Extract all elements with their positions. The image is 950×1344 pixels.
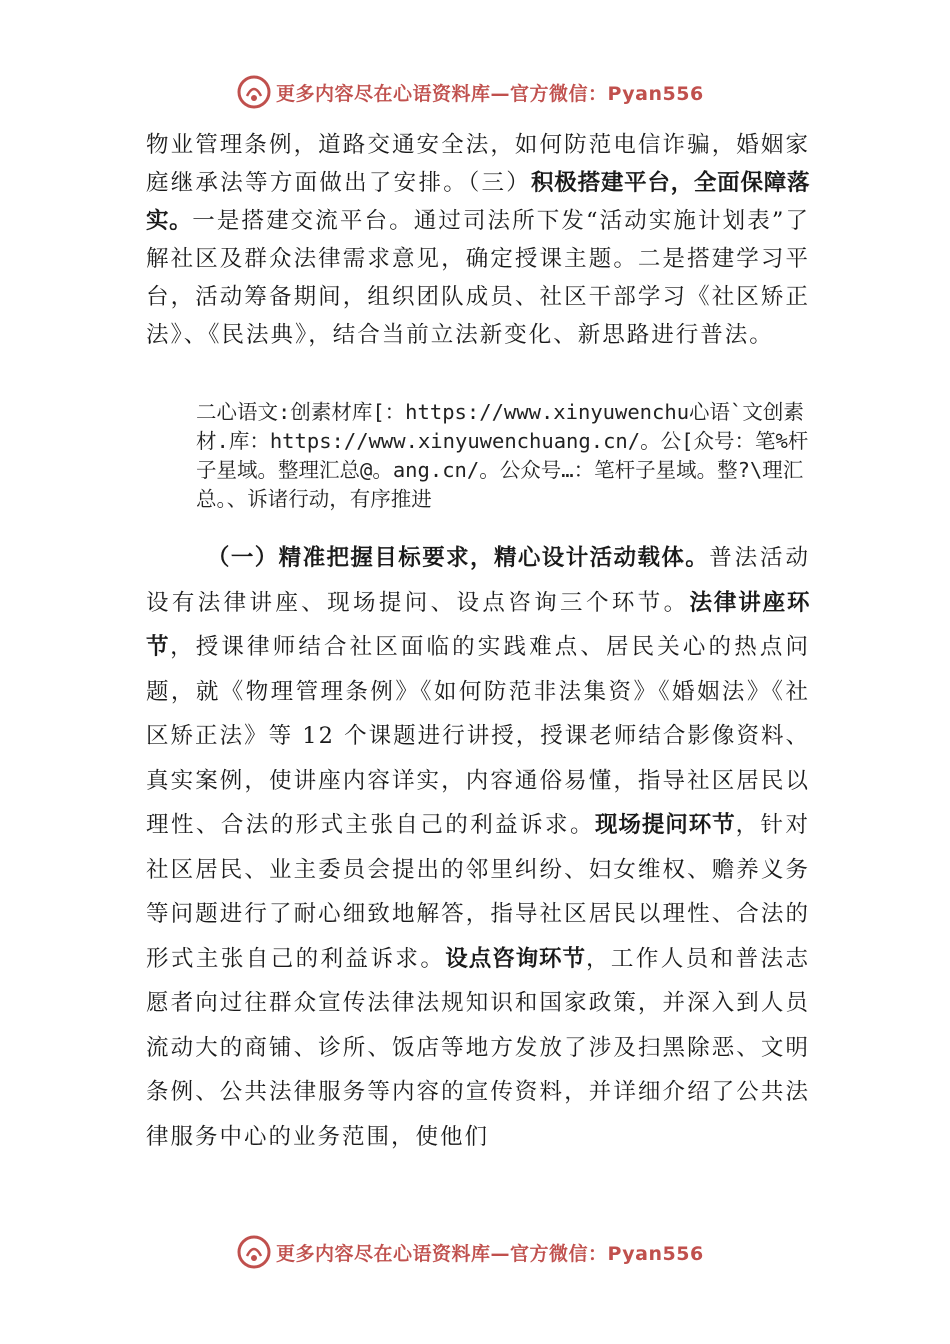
paragraph-activities bbox=[146, 536, 810, 1159]
footer-watermark-text: 更多内容尽在心语资料库—官方微信：Pyan556 bbox=[276, 1242, 704, 1265]
bold-term-consult: 设点咨询环节 bbox=[445, 945, 586, 972]
header-watermark bbox=[236, 72, 704, 112]
paragraph-text: ，工作人员和普法志愿者向过往群众宣传法律法规知识和国家政策，并深入到人员流动大的商铺、诊所、饭店等地方发放了涉及扫黑除恶、文明条例、公共法律服务等内容的宣传资料，并详细介绍了公共法律服务中心的业务范围，使他们 bbox=[146, 945, 810, 1150]
paragraph-text: 一是搭建交流平台。通过司法所下发“活动实施计划表”了解社区及群众法律需求意见，确定授课主题。二是搭建学习平台，活动筹备期间，组织团队成员、社区干部学习《社区矫正法》、《民法典》，结合当前立法新变化、新思路进行普法。 bbox=[146, 208, 810, 348]
section-heading: （一）精准把握目标要求，精心设计活动载体。 bbox=[206, 545, 710, 571]
header-watermark-text: 更多内容尽在心语资料库—官方微信：Pyan556 bbox=[276, 82, 704, 105]
brand-logo-icon bbox=[236, 1234, 272, 1270]
paragraph-platform bbox=[146, 126, 810, 354]
bold-heading: 积极搭建平台，全面保障落实。 bbox=[146, 170, 810, 234]
bold-term-lecture: 法律讲座环节 bbox=[146, 589, 810, 660]
paragraph-text: ，授课律师结合社区面临的实践难点、居民关心的热点问题，就《物理管理条例》《如何防范非法集资》《婚姻法》《社区矫正法》等 12 个课题进行讲授，授课老师结合影像资料、真实案例，使讲座内容详实，内容通俗易懂，指导社区居民以理性、合法的形式主张自己的利益诉求。 bbox=[146, 634, 810, 838]
brand-logo-icon bbox=[236, 74, 272, 110]
footer-watermark bbox=[236, 1232, 704, 1272]
garbled-watermark-block: 二心语文:创素材库[：https://www.xinyuwenchu心语`文创素材.库：https://www.xinyuwenchuang.cn/。公[众号：笔%杆子星域。整理汇总@。ang.cn/。公众号…：笔杆子星域。整?\理汇总。、诉诸行动，有序推进 bbox=[196, 400, 809, 511]
paragraph-text: ，针对社区居民、业主委员会提出的邻里纠纷、妇女维权、赡养义务等问题进行了耐心细致地解答，指导社区居民以理性、合法的形式主张自己的利益诉求。 bbox=[146, 812, 810, 972]
paragraph-text: 物业管理条例，道路交通安全法，如何防范电信诈骗，婚姻家庭继承法等方面做出了安排。（三） bbox=[146, 132, 810, 196]
paragraph-text: 普法活动设有法律讲座、现场提问、设点咨询三个环节。 bbox=[146, 545, 810, 616]
bold-term-questions: 现场提问环节 bbox=[594, 812, 736, 838]
